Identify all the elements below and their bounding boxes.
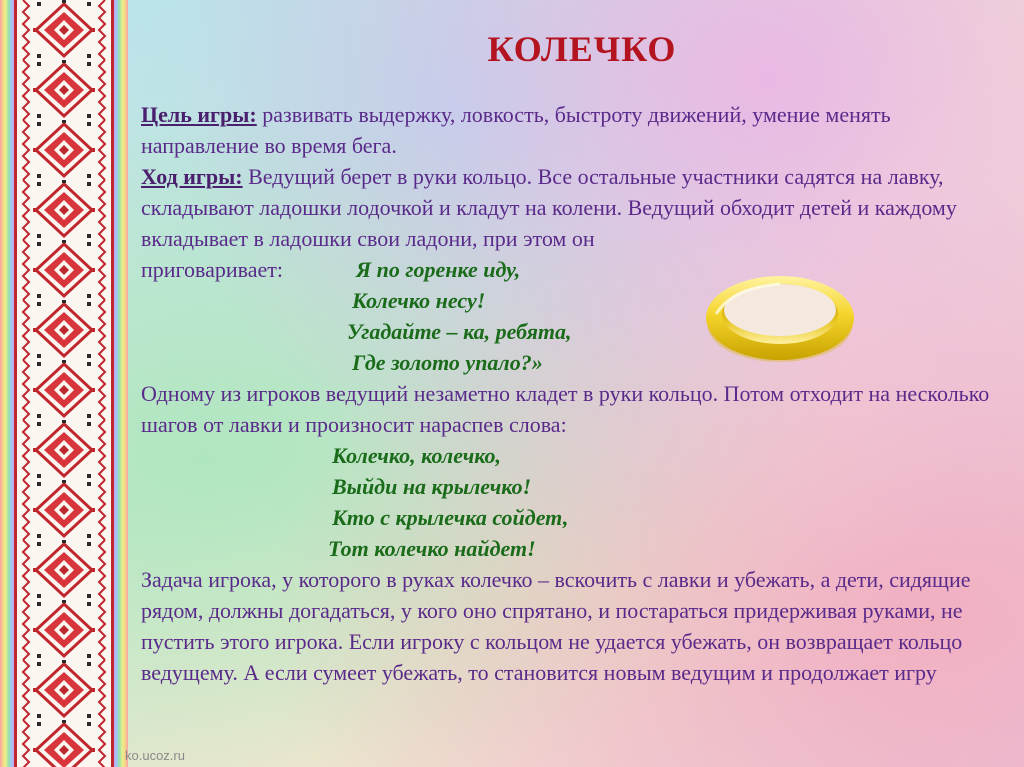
page-title: КОЛЕЧКО bbox=[487, 29, 677, 69]
game-description bbox=[141, 99, 1001, 688]
verse2-line: Кто с крылечка сойдет, bbox=[332, 505, 569, 530]
ornament-border bbox=[0, 0, 128, 767]
verse2-line: Колечко, колечко, bbox=[332, 443, 502, 468]
course-text: Ведущий берет в руки кольцо. Все остальные участники садятся на лавку, складывают ладошки лодочкой и кладут на колени. Ведущий обходит детей и каждому вкладывает в ладошки свои ладони, при этом он bbox=[141, 164, 957, 251]
embroidery-pattern bbox=[17, 0, 111, 767]
middle-paragraph: Одному из игроков ведущий незаметно кладет в руки кольцо. Потом отходит на несколько шагов от лавки и произносит нараспев слова: bbox=[141, 381, 990, 437]
goal-paragraph bbox=[141, 99, 1001, 161]
course-paragraph bbox=[141, 161, 1001, 254]
goal-label: Цель игры: bbox=[141, 102, 257, 127]
verse1-line: Я по горенке иду, bbox=[356, 257, 521, 282]
verse-block-2 bbox=[141, 440, 1001, 564]
verse1-line: Угадайте – ка, ребята, bbox=[347, 319, 572, 344]
course-intro: приговаривает: bbox=[141, 257, 284, 282]
final-paragraph: Задача игрока, у которого в руках колечко – вскочить с лавки и убежать, а дети, сидящие рядом, должны догадаться, у кого оно спрятано, и постараться придерживая руками, не пустить этого игрока. Если игроку с кольцом не удается убежать, он возвращает кольцо ведущему. А если сумеет убежать, то становится новым ведущим и продолжает игру bbox=[141, 567, 971, 685]
verse2-line: Выйди на крылечко! bbox=[332, 474, 532, 499]
verse1-line: Где золото упало?» bbox=[352, 350, 543, 375]
rainbow-stripe-right bbox=[114, 0, 128, 767]
rainbow-stripe-left bbox=[0, 0, 14, 767]
verse-block-1 bbox=[141, 254, 1001, 378]
footer-watermark: ko.ucoz.ru bbox=[125, 748, 185, 763]
course-label: Ход игры: bbox=[141, 164, 243, 189]
verse1-line: Колечко несу! bbox=[352, 288, 486, 313]
goal-text: развивать выдержку, ловкость, быстроту движений, умение менять направление во время бега. bbox=[141, 102, 891, 158]
gold-ring-icon bbox=[702, 270, 858, 366]
verse2-line: Тот колечко найдет! bbox=[328, 536, 536, 561]
